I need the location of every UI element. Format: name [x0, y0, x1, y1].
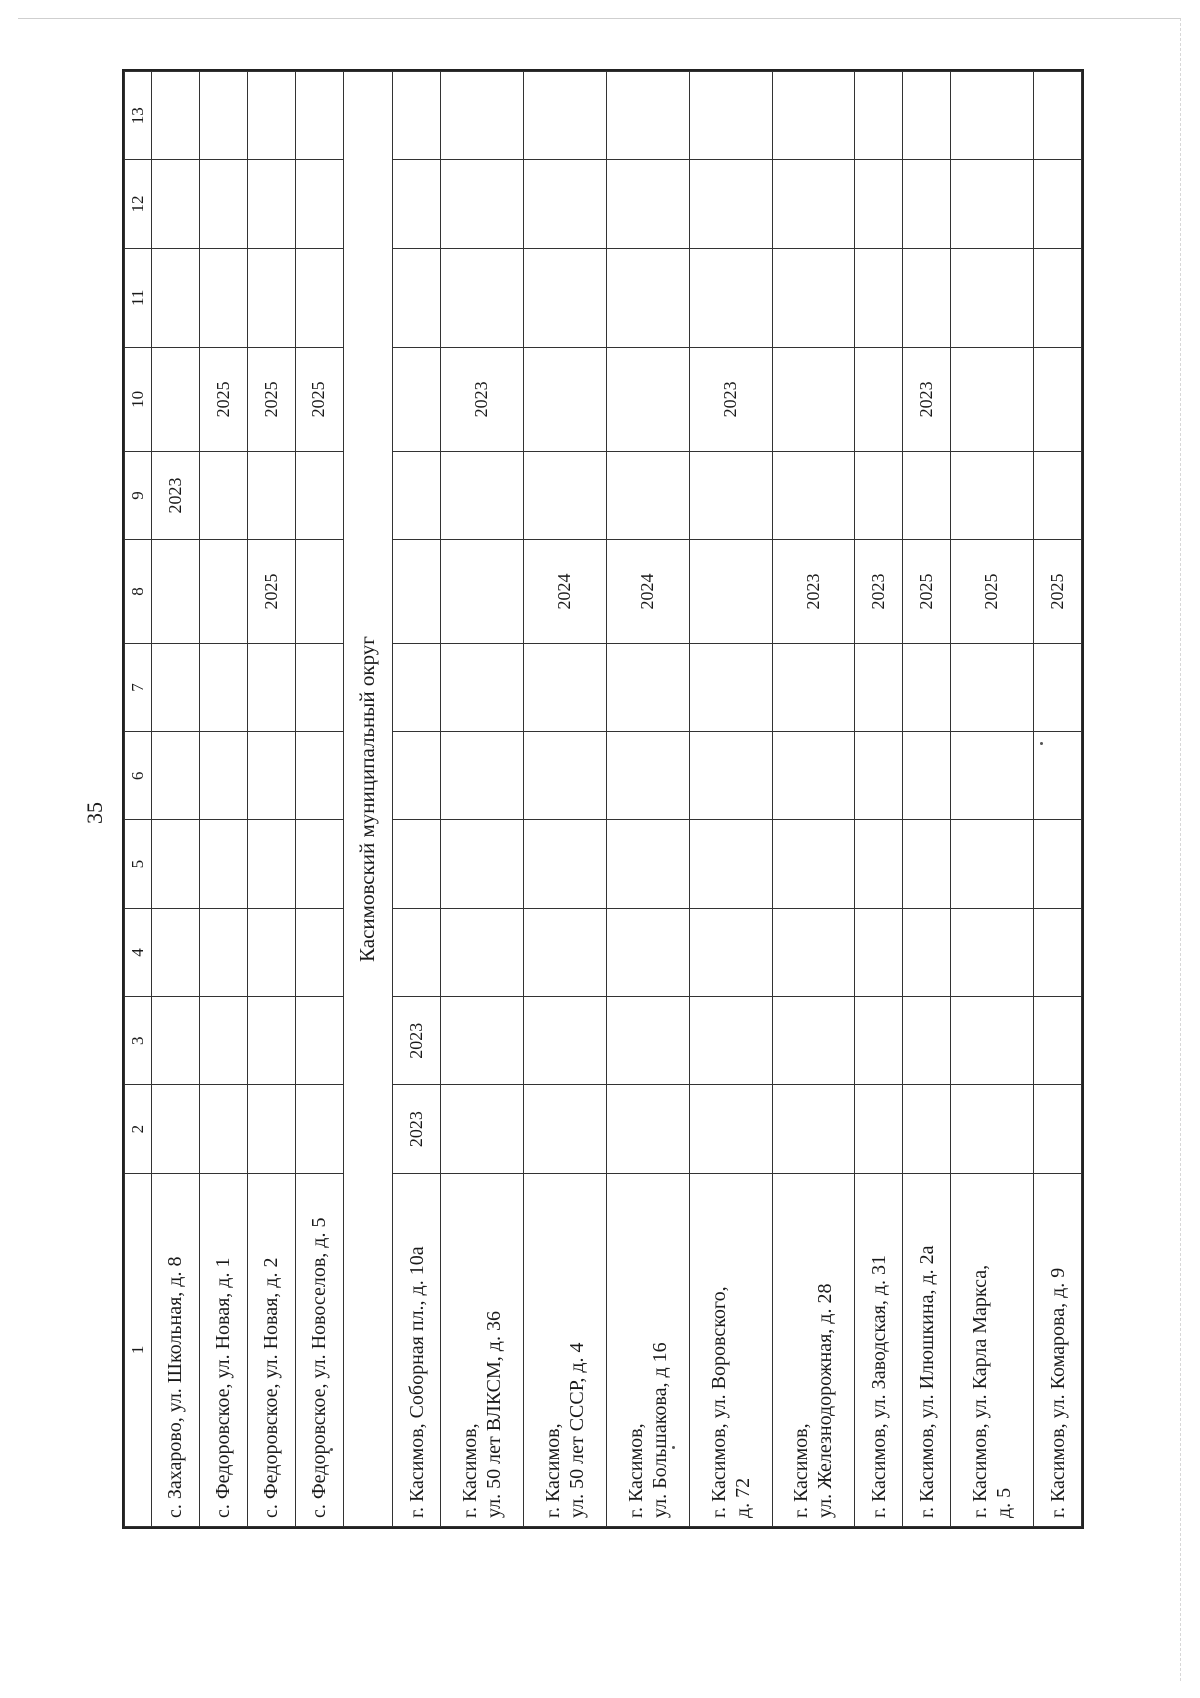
year-cell [524, 908, 607, 996]
year-cell: 2025 [951, 540, 1034, 644]
year-cell [295, 248, 343, 347]
year-cell [441, 248, 524, 347]
year-cell [152, 732, 200, 820]
year-cell: 2023 [393, 997, 441, 1085]
year-cell [772, 1085, 855, 1173]
year-cell [855, 997, 903, 1085]
scan-speck [1040, 742, 1043, 745]
year-cell [772, 348, 855, 452]
year-cell [951, 348, 1034, 452]
year-cell [524, 348, 607, 452]
year-cell [903, 248, 951, 347]
column-header: 13 [125, 72, 152, 160]
year-cell [1034, 72, 1082, 160]
column-header: 4 [125, 908, 152, 996]
year-cell [247, 160, 295, 248]
year-cell [606, 908, 689, 996]
table-row [951, 72, 1034, 1527]
year-cell [295, 908, 343, 996]
table-row [1034, 72, 1082, 1527]
year-cell [247, 248, 295, 347]
table-row [689, 72, 772, 1527]
data-table [124, 71, 1082, 1527]
year-cell [524, 160, 607, 248]
year-cell: 2025 [295, 348, 343, 452]
year-cell [247, 1085, 295, 1173]
year-cell [1034, 348, 1082, 452]
address-cell: г. Касимов, ул. Железнодорожная, д. 28 [772, 1173, 855, 1526]
year-cell [951, 643, 1034, 731]
year-cell [524, 820, 607, 908]
year-cell [152, 248, 200, 347]
year-cell: 2025 [247, 348, 295, 452]
column-header: 2 [125, 1085, 152, 1173]
year-cell [903, 820, 951, 908]
year-cell: 2025 [903, 540, 951, 644]
year-cell [606, 451, 689, 539]
year-cell [903, 72, 951, 160]
year-cell [772, 820, 855, 908]
year-cell [152, 997, 200, 1085]
year-cell [247, 72, 295, 160]
year-cell [951, 997, 1034, 1085]
year-cell [689, 820, 772, 908]
address-cell: с. Федоровское, ул. Новая, д. 2 [247, 1173, 295, 1526]
address-cell: г. Касимов, ул. Комарова, д. 9 [1034, 1173, 1082, 1526]
year-cell [1034, 908, 1082, 996]
year-cell [855, 820, 903, 908]
year-cell [393, 540, 441, 644]
year-cell [524, 248, 607, 347]
year-cell [606, 997, 689, 1085]
year-cell [606, 248, 689, 347]
year-cell [295, 732, 343, 820]
scan-speck [330, 1448, 333, 1451]
address-cell: г. Касимов, ул. Заводская, д. 31 [855, 1173, 903, 1526]
year-cell [606, 643, 689, 731]
table-row [606, 72, 689, 1527]
year-cell [295, 997, 343, 1085]
year-cell [689, 160, 772, 248]
year-cell [295, 72, 343, 160]
header-row [125, 72, 152, 1527]
year-cell: 2025 [247, 540, 295, 644]
year-cell [199, 160, 247, 248]
year-cell [606, 348, 689, 452]
year-cell [689, 643, 772, 731]
year-cell [606, 160, 689, 248]
table-row [855, 72, 903, 1527]
year-cell [152, 820, 200, 908]
year-cell [295, 1085, 343, 1173]
year-cell [152, 643, 200, 731]
table-row [772, 72, 855, 1527]
year-cell [295, 643, 343, 731]
table-row [152, 72, 200, 1527]
year-cell [772, 160, 855, 248]
year-cell [951, 160, 1034, 248]
column-header: 1 [125, 1173, 152, 1526]
year-cell: 2023 [772, 540, 855, 644]
year-cell [1034, 160, 1082, 248]
year-cell: 2024 [524, 540, 607, 644]
column-header: 9 [125, 451, 152, 539]
table-row [441, 72, 524, 1527]
section-title: Касимовский муниципальный округ [343, 72, 393, 1527]
year-cell [1034, 820, 1082, 908]
year-cell [199, 820, 247, 908]
rotated-table-container [124, 71, 1082, 1527]
year-cell [152, 1085, 200, 1173]
year-cell [689, 997, 772, 1085]
year-cell [295, 820, 343, 908]
column-header: 7 [125, 643, 152, 731]
year-cell [855, 248, 903, 347]
table-row [295, 72, 343, 1527]
year-cell [524, 451, 607, 539]
year-cell [1034, 248, 1082, 347]
year-cell [689, 248, 772, 347]
year-cell [524, 643, 607, 731]
year-cell [772, 997, 855, 1085]
year-cell [951, 72, 1034, 160]
year-cell [152, 908, 200, 996]
year-cell [772, 451, 855, 539]
year-cell [903, 643, 951, 731]
year-cell [441, 160, 524, 248]
year-cell [199, 643, 247, 731]
table-row [247, 72, 295, 1527]
year-cell [855, 348, 903, 452]
year-cell [689, 451, 772, 539]
year-cell [903, 732, 951, 820]
year-cell [772, 72, 855, 160]
address-cell: с. Федоровское, ул. Новая, д. 1 [199, 1173, 247, 1526]
table-row [393, 72, 441, 1527]
year-cell [295, 540, 343, 644]
year-cell [524, 1085, 607, 1173]
year-cell [951, 908, 1034, 996]
year-cell [441, 908, 524, 996]
year-cell [903, 1085, 951, 1173]
year-cell [855, 451, 903, 539]
year-cell [903, 160, 951, 248]
year-cell [689, 72, 772, 160]
column-header: 10 [125, 348, 152, 452]
year-cell [855, 1085, 903, 1173]
year-cell [247, 451, 295, 539]
year-cell [199, 908, 247, 996]
column-header: 8 [125, 540, 152, 644]
year-cell [1034, 1085, 1082, 1173]
address-cell: с. Захарово, ул. Школьная, д. 8 [152, 1173, 200, 1526]
year-cell [524, 732, 607, 820]
year-cell [393, 643, 441, 731]
table-row [903, 72, 951, 1527]
year-cell [441, 820, 524, 908]
year-cell [441, 643, 524, 731]
year-cell [951, 248, 1034, 347]
year-cell [524, 72, 607, 160]
year-cell [199, 540, 247, 644]
address-cell: г. Касимов, ул. Большакова, д 16 [606, 1173, 689, 1526]
year-cell [951, 1085, 1034, 1173]
year-cell [247, 820, 295, 908]
year-cell [393, 160, 441, 248]
table-row [524, 72, 607, 1527]
year-cell: 2023 [855, 540, 903, 644]
year-cell [152, 72, 200, 160]
year-cell [295, 160, 343, 248]
year-cell [441, 732, 524, 820]
year-cell [199, 72, 247, 160]
scan-speck [672, 1446, 675, 1449]
year-cell [772, 732, 855, 820]
year-cell [295, 451, 343, 539]
year-cell [689, 540, 772, 644]
year-cell [689, 732, 772, 820]
data-table-frame [122, 69, 1084, 1529]
year-cell [606, 1085, 689, 1173]
year-cell [393, 248, 441, 347]
year-cell [606, 72, 689, 160]
year-cell [855, 643, 903, 731]
table-row [199, 72, 247, 1527]
year-cell [903, 997, 951, 1085]
year-cell [199, 1085, 247, 1173]
year-cell [199, 732, 247, 820]
year-cell [247, 908, 295, 996]
year-cell: 2025 [1034, 540, 1082, 644]
year-cell: 2023 [689, 348, 772, 452]
year-cell [441, 997, 524, 1085]
year-cell [393, 820, 441, 908]
address-cell: г. Касимов, ул. Воровского, д. 72 [689, 1173, 772, 1526]
year-cell [855, 732, 903, 820]
year-cell [441, 1085, 524, 1173]
address-cell: г. Касимов, ул. 50 лет ВЛКСМ, д. 36 [441, 1173, 524, 1526]
column-header: 5 [125, 820, 152, 908]
year-cell [903, 451, 951, 539]
year-cell [855, 160, 903, 248]
section-row [343, 72, 393, 1527]
year-cell [199, 997, 247, 1085]
address-cell: г. Касимов, ул. Карла Маркса, д. 5 [951, 1173, 1034, 1526]
year-cell [1034, 643, 1082, 731]
year-cell [152, 160, 200, 248]
year-cell [772, 248, 855, 347]
year-cell [441, 540, 524, 644]
year-cell [199, 248, 247, 347]
year-cell [524, 997, 607, 1085]
year-cell [951, 732, 1034, 820]
year-cell [393, 451, 441, 539]
year-cell: 2023 [152, 451, 200, 539]
year-cell [1034, 997, 1082, 1085]
address-cell: с. Федоровское, ул. Новоселов, д. 5 [295, 1173, 343, 1526]
year-cell: 2023 [903, 348, 951, 452]
year-cell [1034, 451, 1082, 539]
column-header: 12 [125, 160, 152, 248]
year-cell: 2024 [606, 540, 689, 644]
year-cell [689, 1085, 772, 1173]
year-cell [855, 72, 903, 160]
year-cell [247, 997, 295, 1085]
year-cell [393, 348, 441, 452]
year-cell [689, 908, 772, 996]
year-cell [152, 540, 200, 644]
year-cell [393, 732, 441, 820]
year-cell [441, 451, 524, 539]
address-cell: г. Касимов, ул. 50 лет СССР, д. 4 [524, 1173, 607, 1526]
address-cell: г. Касимов, ул. Илюшкина, д. 2а [903, 1173, 951, 1526]
year-cell [951, 820, 1034, 908]
column-header: 6 [125, 732, 152, 820]
year-cell: 2023 [393, 1085, 441, 1173]
column-header: 11 [125, 248, 152, 347]
year-cell [855, 908, 903, 996]
year-cell [606, 820, 689, 908]
year-cell [903, 908, 951, 996]
year-cell [606, 732, 689, 820]
year-cell [152, 348, 200, 452]
column-header: 3 [125, 997, 152, 1085]
year-cell: 2023 [441, 348, 524, 452]
year-cell: 2025 [199, 348, 247, 452]
page-number: 35 [82, 802, 107, 824]
year-cell [772, 643, 855, 731]
year-cell [393, 908, 441, 996]
year-cell [772, 908, 855, 996]
year-cell [247, 643, 295, 731]
year-cell [441, 72, 524, 160]
year-cell [951, 451, 1034, 539]
year-cell [393, 72, 441, 160]
address-cell: г. Касимов, Соборная пл., д. 10а [393, 1173, 441, 1526]
year-cell [199, 451, 247, 539]
year-cell [247, 732, 295, 820]
